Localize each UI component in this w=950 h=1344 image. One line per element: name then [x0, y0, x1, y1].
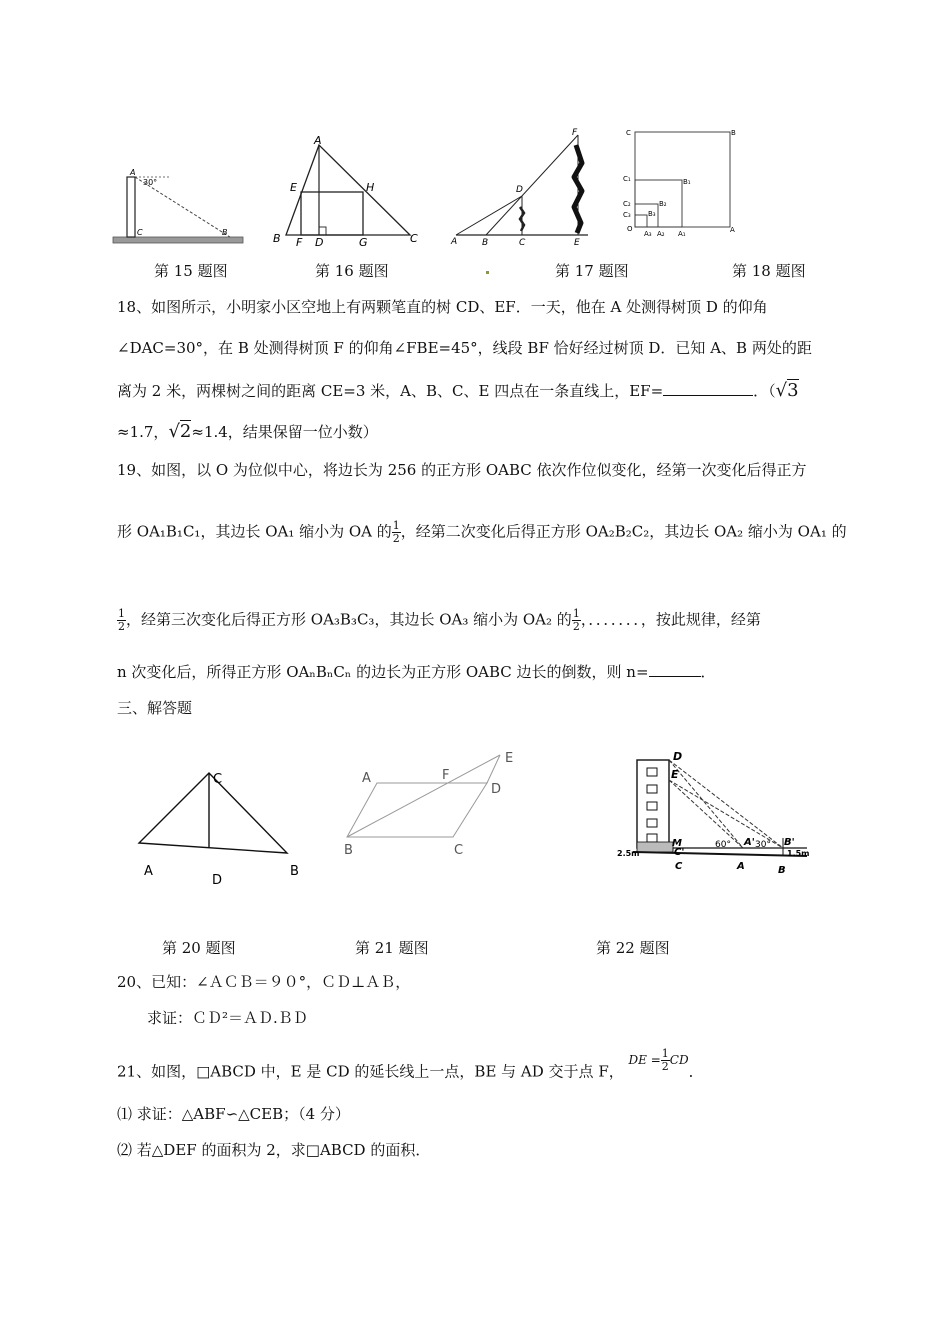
q18-line2: ∠DAC=30°，在 B 处测得树顶 F 的仰角∠FBE=45°，线段 BF 恰好经过树顶 D．已知 A、B 两处的距 [117, 339, 812, 357]
q21-formula-end: ． [688, 1062, 704, 1081]
q18-answer-blank[interactable] [663, 395, 753, 396]
fig16-label-a: A [314, 135, 322, 147]
q19-fraction-half-3: $\frac{1}{2}$ [572, 607, 580, 633]
fig20-label-a: A [144, 864, 153, 879]
q18-line4 [117, 422, 378, 442]
fig22-caption: 第 22 题图 [596, 939, 670, 957]
fig22-label-e: E [671, 768, 679, 781]
fig20-caption: 第 20 题图 [162, 939, 236, 957]
fig17-label-c: C [519, 238, 526, 247]
fig18-label-c: C [626, 129, 631, 137]
fig15-angle-label: 30° [143, 178, 158, 187]
fig16-caption: 第 16 题图 [315, 262, 389, 280]
figure-17 [448, 125, 598, 247]
q18-line4-text-b: ≈1.4，结果保留一位小数） [191, 423, 378, 441]
fig18-label-a2: A₂ [657, 230, 665, 238]
fig22-label-1-5m: 1.5m [787, 849, 810, 858]
fig22-label-c-prime: C' [674, 847, 685, 858]
fig17-caption: 第 17 题图 [555, 262, 629, 280]
fig18-label-a3: A₃ [644, 230, 652, 238]
fig20-label-c: C [213, 772, 223, 787]
q19-fraction-half-1: $\frac{1}{2}$ [392, 519, 400, 545]
q21-line1 [117, 1047, 704, 1085]
fig21-label-c: C [454, 843, 464, 858]
fig16-label-d: D [315, 236, 324, 247]
section-3-title: 三、解答题 [117, 699, 193, 717]
fig22-label-m: M [672, 838, 682, 849]
q20-line1: 20、已知：∠ＡＣＢ＝９０°，ＣＤ⊥ＡＢ， [117, 973, 411, 991]
q19-line2-text-b: ，经第二次变化后得正方形 OA₂B₂C₂，其边长 OA₂ 缩小为 OA₁ 的 [400, 522, 847, 541]
fig16-label-h: H [366, 181, 375, 194]
fig20-label-b: B [290, 864, 299, 879]
fig21-caption: 第 21 题图 [355, 939, 429, 957]
fig15-label-a: A [130, 168, 136, 177]
fig17-label-d: D [516, 185, 523, 195]
fig22-label-2-5m: 2.5m [617, 849, 640, 858]
q18-line3-text: 离为 2 米，两棵树之间的距离 CE=3 米，A、B、C、E 四点在一条直线上，EF= [117, 382, 664, 400]
q19-line4-text: n 次变化后，所得正方形 OAₙBₙCₙ 的边长为正方形 OABC 边长的倒数，则 n= [117, 663, 649, 681]
figure-15 [110, 165, 245, 247]
fig22-label-b-prime: B' [784, 837, 795, 848]
q21-formula-fraction: $\frac{1}{2}$ [661, 1047, 669, 1073]
figure-18 [620, 124, 745, 239]
fig16-label-c: C [410, 232, 418, 245]
q18-sqrt3: √3 [775, 380, 799, 401]
fig18-label-c3: C₃ [623, 211, 631, 219]
q21-line1-text: 21、如图，□ABCD 中，E 是 CD 的延长线上一点，BE 与 AD 交于点 F， [117, 1062, 624, 1081]
q18-line4-text-a: ≈1.7， [117, 423, 169, 441]
fig22-label-b: B [778, 865, 786, 876]
q18-line1: 18、如图所示，小明家小区空地上有两颗笔直的树 CD、EF．一天，他在 A 处测得树顶 D 的仰角 [117, 298, 768, 316]
figure-22 [615, 752, 815, 877]
q19-line3 [117, 608, 761, 633]
fig18-label-b3: B₃ [648, 210, 656, 218]
q18-sqrt2-radicand: 2 [179, 421, 192, 442]
fig15-label-c: C [137, 228, 143, 237]
q19-line3-text-a: ，经第三次变化后得正方形 OA₃B₃C₃，其边长 OA₃ 缩小为 OA₂ 的 [126, 610, 572, 629]
q19-line2 [117, 520, 847, 545]
fig17-label-f: F [572, 128, 578, 138]
fig18-caption: 第 18 题图 [732, 262, 806, 280]
q20-line2: 求证：ＣＤ²＝ＡＤ.ＢＤ [147, 1009, 308, 1027]
fig16-label-f: F [296, 236, 303, 247]
q21-part1: ⑴ 求证：△ABF∽△CEB；（4 分） [117, 1105, 350, 1123]
q19-line2-text-a: 形 OA₁B₁C₁，其边长 OA₁ 缩小为 OA 的 [117, 522, 392, 541]
fig17-label-b: B [482, 238, 489, 247]
q21-part2: ⑵ 若△DEF 的面积为 2，求□ABCD 的面积． [117, 1141, 431, 1159]
figure-20 [130, 765, 310, 890]
q18-sqrt3-radicand: 3 [787, 380, 799, 401]
q19-answer-blank[interactable] [649, 676, 701, 677]
fig17-label-e: E [574, 238, 580, 247]
fig17-label-a: A [451, 237, 458, 247]
fig21-label-e: E [505, 751, 514, 766]
fig22-label-d: D [673, 752, 683, 763]
fig21-label-b: B [344, 843, 353, 858]
fig18-label-c2: C₂ [623, 200, 631, 208]
q18-sqrt2: √2 [168, 421, 192, 442]
q19-fraction-half-2: $\frac{1}{2}$ [118, 607, 125, 633]
q19-line3-text-b: ，．．．．．．．，按此规律，经第 [580, 610, 761, 629]
q21-formula-lhs: DE = [628, 1053, 661, 1067]
fig21-label-a: A [362, 771, 371, 786]
q21-formula [629, 1048, 689, 1073]
q18-line3 [117, 381, 799, 401]
figure-16 [268, 135, 428, 247]
fig22-label-a: A [737, 861, 745, 872]
fig22-angle-60: 60° [715, 840, 731, 850]
fig18-label-a1: A₁ [678, 230, 686, 238]
fig18-label-b: B [731, 129, 736, 137]
fig16-label-g: G [359, 236, 368, 247]
figure-21 [335, 745, 525, 860]
fig21-label-d: D [491, 782, 502, 797]
fig20-label-d: D [212, 873, 223, 888]
fig18-label-a: A [730, 226, 735, 234]
fig15-caption: 第 15 题图 [154, 262, 228, 280]
fig18-label-b2: B₂ [659, 200, 667, 208]
fig16-label-b: B [273, 232, 281, 245]
fig22-label-c: C [675, 861, 683, 872]
fig18-label-o: O [627, 225, 633, 233]
fig15-label-b: B [222, 228, 228, 237]
fig18-label-b1: B₁ [683, 178, 691, 186]
fig21-label-f: F [442, 768, 450, 783]
q19-line4 [117, 662, 716, 682]
q19-line1: 19、如图，以 O 为位似中心，将边长为 256 的正方形 OABC 依次作位似变化，经第一次变化后得正方 [117, 461, 807, 479]
fig18-label-c1: C₁ [623, 175, 631, 183]
fig16-label-e: E [290, 181, 297, 194]
fig22-angle-30: 30° [755, 840, 771, 850]
q18-line3-end: ．（ [753, 382, 776, 400]
stray-dot [486, 271, 489, 274]
q19-line4-end: ． [700, 663, 716, 681]
fig22-label-a-prime: A' [744, 837, 755, 848]
q21-formula-rhs: CD [669, 1053, 689, 1067]
